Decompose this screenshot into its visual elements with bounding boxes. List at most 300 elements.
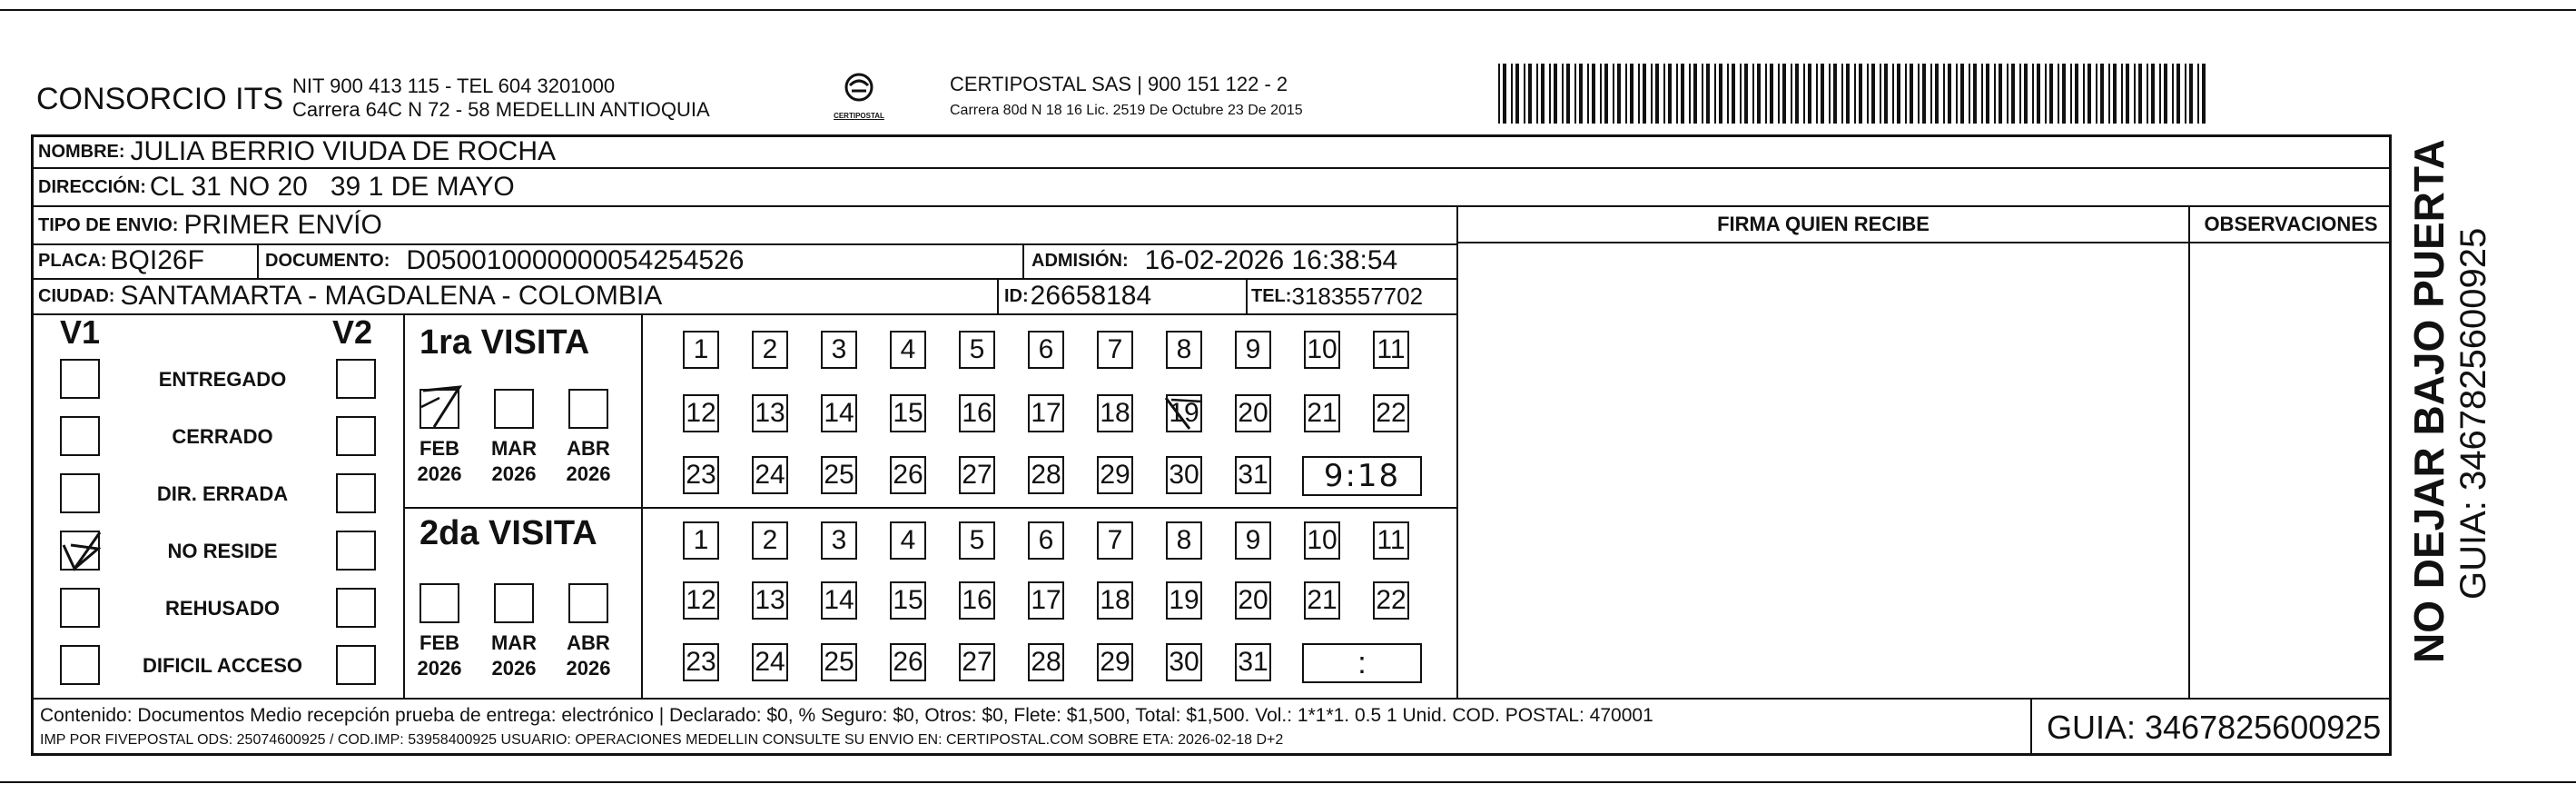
visit1-day-number: 22 [1376, 398, 1406, 428]
visit1-day-23[interactable] [683, 456, 719, 494]
visit1-day-number: 28 [1031, 460, 1061, 490]
barcode-bar [1562, 64, 1564, 124]
visit2-day-28[interactable] [1028, 643, 1064, 681]
v2-checkbox-rehusado[interactable] [336, 588, 376, 628]
barcode-bar [2121, 64, 2123, 124]
barcode-bar [2185, 64, 2186, 124]
barcode-bar [2151, 64, 2155, 124]
v2-checkbox-dir-errada[interactable] [336, 473, 376, 513]
visit2-day-12[interactable] [683, 581, 719, 620]
nombre-value: JULIA BERRIO VIUDA DE ROCHA [130, 136, 556, 166]
visit2-day-10[interactable] [1304, 521, 1340, 560]
visit1-day-number: 21 [1307, 398, 1337, 428]
barcode-bar [2164, 64, 2167, 124]
documento-value: D050010000000054254526 [406, 245, 745, 275]
barcode-bar [1617, 64, 1621, 124]
barcode-bar [1956, 64, 1958, 124]
tel-row [1251, 281, 1423, 312]
barcode-bar [1714, 64, 1716, 124]
status-label-entregado: ENTREGADO [158, 368, 287, 391]
visit2-day-5[interactable] [959, 521, 995, 560]
barcode-bar [1579, 64, 1583, 124]
side-line-1: NO DEJAR BAJO PUERTA [2405, 139, 2453, 663]
visit2-day-number: 3 [831, 525, 847, 555]
barcode-bar [1592, 64, 1595, 124]
visit1-day-number: 31 [1238, 460, 1268, 490]
barcode-bar [1528, 64, 1532, 124]
barcode-bar [1867, 64, 1869, 124]
visit2-day-25[interactable] [821, 643, 857, 681]
guia-footer-divider [2030, 698, 2032, 756]
barcode-bar [2100, 64, 2104, 124]
v2-checkbox-entregado[interactable] [336, 359, 376, 399]
visit2-day-26[interactable] [890, 643, 926, 681]
visit1-day-mark [1162, 392, 1208, 439]
v1-label: V1 [60, 313, 101, 351]
placa-row [38, 245, 204, 276]
id-divider [997, 278, 999, 313]
barcode-bar [2108, 64, 2110, 124]
visit1-day-number: 4 [900, 334, 916, 364]
visit2-time-value: : [1357, 645, 1367, 680]
barcode-bar [1515, 64, 1519, 124]
visit2-day-1[interactable] [683, 521, 719, 560]
visit1-day-number: 7 [1107, 334, 1123, 364]
company-line-1: NIT 900 413 115 - TEL 604 3201000 [292, 74, 616, 97]
visit2-day-19[interactable] [1166, 581, 1202, 620]
visit1-day-22[interactable] [1373, 394, 1409, 432]
footer-imp: IMP POR FIVEPOSTAL ODS: 25074600925 / COD.IMP: 53958400925 USUARIO: OPERACIONES MEDELLIN CONSULTE SU ENVIO EN: CERTIPOSTAL.COM SOBRE ETA: 2026-02-18 D+2 [40, 732, 1284, 748]
certipostal-line-2: Carrera 80d N 18 16 Lic. 2519 De Octubre 23 De 2015 [950, 103, 1303, 118]
visit2-day-number: 25 [824, 647, 854, 677]
visit2-day-21[interactable] [1304, 581, 1340, 620]
visit2-day-number: 7 [1107, 525, 1123, 555]
v1-checkbox-entregado[interactable] [60, 359, 100, 399]
visit1-day-14[interactable] [821, 394, 857, 432]
barcode-bar [1757, 64, 1761, 124]
visit1-day-number: 9 [1245, 334, 1261, 364]
barcode-bar [1689, 64, 1691, 124]
barcode-bar [1536, 64, 1538, 124]
barcode-bar [1740, 64, 1742, 124]
visit1-month-year-feb: 2026 [417, 462, 462, 485]
visit1-day-number: 26 [893, 460, 923, 490]
visit2-day-number: 20 [1238, 585, 1268, 615]
v1-checkbox-cerrado[interactable] [60, 416, 100, 456]
barcode-bar [1981, 64, 1983, 124]
visit1-title: 1ra VISITA [419, 323, 590, 362]
documento-label: DOCUMENTO: [265, 250, 390, 271]
visit2-day-14[interactable] [821, 581, 857, 620]
direccion-label: DIRECCIÓN: [38, 176, 146, 197]
visit2-month-box-abr[interactable] [568, 583, 608, 623]
visit1-day-11[interactable] [1373, 331, 1409, 369]
visit2-day-number: 26 [893, 647, 923, 677]
visit2-month-label-mar: MAR [490, 631, 538, 654]
firma-left-line [1456, 205, 1458, 698]
tipo-envio-value: PRIMER ENVÍO [183, 210, 382, 240]
barcode-bar [1841, 64, 1843, 124]
barcode-bar [1930, 64, 1932, 124]
ciudad-value: SANTAMARTA - MAGDALENA - COLOMBIA [120, 281, 663, 311]
placa-label: PLACA: [38, 250, 107, 271]
visit1-day-number: 15 [893, 398, 923, 428]
visit2-month-box-feb[interactable] [419, 583, 459, 623]
barcode-bar [1969, 64, 1970, 124]
months-days-divider [641, 313, 643, 698]
visit1-day-number: 17 [1031, 398, 1061, 428]
visit1-day-29[interactable] [1097, 456, 1133, 494]
visit1-day-1[interactable] [683, 331, 719, 369]
visit2-day-9[interactable] [1235, 521, 1271, 560]
barcode-bar [1549, 64, 1551, 124]
visit2-day-18[interactable] [1097, 581, 1133, 620]
tel-label: TEL: [1251, 285, 1292, 306]
visit2-day-number: 16 [962, 585, 992, 615]
barcode-bar [1752, 64, 1754, 124]
barcode-bar [2134, 64, 2136, 124]
barcode-bar [2019, 64, 2021, 124]
visit1-day-13[interactable] [752, 394, 788, 432]
barcode-bar [2058, 64, 2059, 124]
visit1-day-number: 1 [693, 334, 709, 364]
barcode-bar [1770, 64, 1773, 124]
footer-guia: GUIA: 3467825600925 [2047, 709, 2382, 746]
direccion-row [38, 172, 515, 203]
barcode-bar [1803, 64, 1805, 124]
visit1-day-number: 12 [686, 398, 716, 428]
barcode-bar [1960, 64, 1964, 124]
visit1-day-25[interactable] [821, 456, 857, 494]
status-label-rehusado: REHUSADO [165, 597, 280, 620]
barcode-bar [2176, 64, 2180, 124]
visit2-day-16[interactable] [959, 581, 995, 620]
visit2-day-number: 12 [686, 585, 716, 615]
admision-row [1031, 245, 1397, 276]
visit1-day-26[interactable] [890, 456, 926, 494]
barcode-bar [1795, 64, 1799, 124]
visit1-day-20[interactable] [1235, 394, 1271, 432]
visit2-day-number: 22 [1376, 585, 1406, 615]
visit2-day-number: 14 [824, 585, 854, 615]
nombre-label: NOMBRE: [38, 141, 125, 162]
visit1-day-27[interactable] [959, 456, 995, 494]
barcode-bar [1880, 64, 1881, 124]
barcode-bar [1668, 64, 1672, 124]
barcode-bar [1999, 64, 2002, 124]
barcode-bar [2024, 64, 2028, 124]
barcode-bar [1973, 64, 1977, 124]
barcode-bar [1892, 64, 1894, 124]
status-label-no-reside: NO RESIDE [167, 540, 278, 562]
visit1-day-number: 13 [755, 398, 785, 428]
visit2-day-29[interactable] [1097, 643, 1133, 681]
visit1-day-2[interactable] [752, 331, 788, 369]
visit2-day-number: 10 [1307, 525, 1337, 555]
visit1-day-number: 8 [1176, 334, 1192, 364]
ciudad-row [38, 281, 662, 312]
visit2-day-20[interactable] [1235, 581, 1271, 620]
barcode-bar [2197, 64, 2199, 124]
visit2-month-year-feb: 2026 [417, 657, 462, 680]
firma-header: FIRMA QUIEN RECIBE [1717, 213, 1930, 235]
visit2-day-23[interactable] [683, 643, 719, 681]
barcode-bar [1918, 64, 1920, 124]
placa-divider [257, 243, 259, 278]
id-label: ID: [1004, 285, 1029, 306]
visit2-day-number: 21 [1307, 585, 1337, 615]
barcode-bar [1910, 64, 1913, 124]
visit2-day-number: 13 [755, 585, 785, 615]
barcode-bar [1897, 64, 1900, 124]
visit1-day-7[interactable] [1097, 331, 1133, 369]
barcode-bar [1604, 64, 1608, 124]
visit1-month-year-abr: 2026 [566, 462, 611, 485]
barcode-bar [1744, 64, 1748, 124]
tel-value: 3183557702 [1291, 282, 1424, 310]
visit1-day-17[interactable] [1028, 394, 1064, 432]
visit2-day-24[interactable] [752, 643, 788, 681]
row-line-4 [31, 278, 1458, 280]
barcode-bar [1833, 64, 1837, 124]
visit1-day-3[interactable] [821, 331, 857, 369]
barcode-bar [2138, 64, 2142, 124]
admision-label: ADMISIÓN: [1031, 250, 1129, 271]
side-line-2: GUIA: 3467825600925 [2453, 227, 2493, 600]
visit1-day-number: 16 [962, 398, 992, 428]
visit2-day-number: 23 [686, 647, 716, 677]
visit2-day-number: 2 [762, 525, 778, 555]
visit1-day-31[interactable] [1235, 456, 1271, 494]
barcode-bar [1643, 64, 1646, 124]
visit2-day-8[interactable] [1166, 521, 1202, 560]
visit1-day-number: 24 [755, 460, 785, 490]
footer-top-line [31, 698, 2392, 700]
visit1-day-15[interactable] [890, 394, 926, 432]
tel-divider [1246, 278, 1248, 313]
visit1-day-number: 20 [1238, 398, 1268, 428]
visit2-day-2[interactable] [752, 521, 788, 560]
visit1-month-label-abr: ABR [567, 437, 610, 460]
visit2-day-7[interactable] [1097, 521, 1133, 560]
visit1-day-16[interactable] [959, 394, 995, 432]
ciudad-label: CIUDAD: [38, 285, 115, 306]
visit1-day-9[interactable] [1235, 331, 1271, 369]
visit2-day-27[interactable] [959, 643, 995, 681]
barcode-bar [1782, 64, 1786, 124]
visit1-month-label-mar: MAR [490, 437, 538, 460]
barcode-bar [1676, 64, 1678, 124]
visit1-day-12[interactable] [683, 394, 719, 432]
visit1-day-5[interactable] [959, 331, 995, 369]
barcode-bar [2045, 64, 2047, 124]
visit1-day-number: 14 [824, 398, 854, 428]
barcode-bar [1630, 64, 1633, 124]
barcode-bar [1651, 64, 1653, 124]
tipo-envio-label: TIPO DE ENVIO: [38, 214, 179, 235]
barcode-bar [2087, 64, 2091, 124]
barcode-bar [1574, 64, 1576, 124]
barcode-bar [2011, 64, 2015, 124]
barcode-bar [1922, 64, 1926, 124]
visit1-day-10[interactable] [1304, 331, 1340, 369]
barcode-bar [1511, 64, 1513, 124]
visit2-day-31[interactable] [1235, 643, 1271, 681]
visit1-day-8[interactable] [1166, 331, 1202, 369]
certipostal-logo-caption: CERTIPOSTAL [834, 112, 884, 120]
v2-checkbox-no-reside[interactable] [336, 531, 376, 571]
visit2-day-number: 4 [900, 525, 916, 555]
visit2-month-label-abr: ABR [567, 631, 610, 654]
visit2-day-number: 11 [1377, 525, 1406, 555]
visit2-month-year-abr: 2026 [566, 657, 611, 680]
barcode-bar [2037, 64, 2040, 124]
visit1-day-number: 23 [686, 460, 716, 490]
barcode-bar [1986, 64, 1989, 124]
v2-checkbox-dificil-acceso[interactable] [336, 645, 376, 685]
barcode-bar [1994, 64, 1996, 124]
visit-divider-line [403, 507, 1458, 509]
barcode-bar [1566, 64, 1570, 124]
barcode-bar [1541, 64, 1545, 124]
barcode-graphic [1498, 64, 2216, 124]
barcode-bar [1905, 64, 1907, 124]
v1-checkbox-dificil-acceso[interactable] [60, 645, 100, 685]
visit1-day-24[interactable] [752, 456, 788, 494]
visit1-month-label-feb: FEB [419, 437, 459, 460]
barcode-bar [1808, 64, 1811, 124]
visit1-month-box-abr[interactable] [568, 389, 608, 429]
tipo-envio-row [38, 210, 382, 241]
admision-value: 16-02-2026 16:38:54 [1144, 245, 1398, 275]
visit1-day-30[interactable] [1166, 456, 1202, 494]
barcode-bar [1778, 64, 1780, 124]
barcode-bar [1706, 64, 1710, 124]
visit2-month-box-mar[interactable] [494, 583, 534, 623]
v1-checkbox-dir-errada[interactable] [60, 473, 100, 513]
visit2-month-year-mar: 2026 [491, 657, 537, 680]
barcode-bar [1702, 64, 1703, 124]
observaciones-left-line [2188, 205, 2190, 698]
visit1-day-number: 5 [969, 334, 985, 364]
nombre-row [38, 136, 556, 167]
admision-divider [1022, 243, 1024, 278]
row-line-1 [31, 167, 2392, 169]
v1-checkbox-rehusado[interactable] [60, 588, 100, 628]
barcode-bar [1859, 64, 1862, 124]
id-value: 26658184 [1030, 281, 1152, 311]
barcode-bar [1846, 64, 1850, 124]
barcode-bar [1943, 64, 1945, 124]
barcode-bar [1948, 64, 1951, 124]
visit1-day-18[interactable] [1097, 394, 1133, 432]
v-section-divider [403, 313, 405, 698]
v2-checkbox-cerrado[interactable] [336, 416, 376, 456]
visit2-day-17[interactable] [1028, 581, 1064, 620]
row-line-2 [31, 205, 2392, 207]
barcode-bar [1727, 64, 1729, 124]
barcode-bar [1732, 64, 1735, 124]
firma-header-line [1456, 242, 2392, 243]
barcode-bar [1821, 64, 1824, 124]
barcode-bar [2032, 64, 2034, 124]
visit2-day-15[interactable] [890, 581, 926, 620]
visit1-day-4[interactable] [890, 331, 926, 369]
visit2-day-number: 18 [1100, 585, 1130, 615]
certipostal-line-1: CERTIPOSTAL SAS | 900 151 122 - 2 [950, 73, 1288, 95]
visit1-day-28[interactable] [1028, 456, 1064, 494]
visit2-day-number: 30 [1169, 647, 1199, 677]
barcode-bar [1655, 64, 1659, 124]
visit1-month-box-mar[interactable] [494, 389, 534, 429]
footer-contenido: Contenido: Documentos Medio recepción prueba de entrega: electrónico | Declarado: $0, % Seguro: $0, Otros: $0, Flete: $1,500, Total: $1,500. Vol.: 1*1*1. 0.5 1 Unid. COD. POSTAL: 470001 [40, 705, 1653, 726]
visit1-day-6[interactable] [1028, 331, 1064, 369]
barcode-bar [1498, 64, 1500, 124]
visit1-day-21[interactable] [1304, 394, 1340, 432]
id-row [1004, 281, 1151, 312]
barcode-bar [2147, 64, 2148, 124]
barcode-bar [1613, 64, 1614, 124]
visit2-day-11[interactable] [1373, 521, 1409, 560]
v2-label: V2 [332, 313, 373, 351]
visit2-day-4[interactable] [890, 521, 926, 560]
visit2-day-22[interactable] [1373, 581, 1409, 620]
visit2-day-30[interactable] [1166, 643, 1202, 681]
visit1-day-number: 11 [1377, 334, 1406, 364]
barcode-bar [1884, 64, 1888, 124]
visit1-time-value: 9:18 [1323, 458, 1401, 494]
documento-row [265, 245, 744, 276]
visit1-time-box[interactable] [1302, 456, 1422, 496]
visit1-day-number: 27 [962, 460, 992, 490]
status-label-dir-errada: DIR. ERRADA [156, 482, 289, 505]
barcode-bar [2075, 64, 2078, 124]
direccion-value: CL 31 NO 20 39 1 DE MAYO [149, 172, 515, 202]
barcode-bar [1554, 64, 1557, 124]
status-label-dificil-acceso: DIFICIL ACCESO [142, 654, 302, 677]
visit1-day-number: 30 [1169, 460, 1199, 490]
barcode-bar [2172, 64, 2174, 124]
barcode-bar [2007, 64, 2008, 124]
barcode-bar [2202, 64, 2206, 124]
visit1-day-number: 6 [1038, 334, 1054, 364]
barcode-bar [1829, 64, 1831, 124]
barcode-bar [1791, 64, 1792, 124]
visit2-day-number: 24 [755, 647, 785, 677]
visit2-time-box[interactable] [1302, 643, 1422, 683]
visit2-day-number: 1 [693, 525, 709, 555]
visit2-day-number: 28 [1031, 647, 1061, 677]
barcode-bar [2113, 64, 2117, 124]
visit1-day-number: 18 [1100, 398, 1130, 428]
visit2-day-6[interactable] [1028, 521, 1064, 560]
barcode-bar [1719, 64, 1722, 124]
row-line-5 [31, 313, 1458, 315]
certipostal-logo-icon [832, 71, 886, 107]
bottom-edge-line [0, 781, 2576, 783]
barcode-bar [1600, 64, 1602, 124]
placa-value: BQI26F [110, 245, 204, 275]
barcode-bar [1854, 64, 1856, 124]
visit2-day-3[interactable] [821, 521, 857, 560]
barcode-bar [1524, 64, 1525, 124]
visit2-day-number: 8 [1176, 525, 1192, 555]
barcode-bar [1935, 64, 1939, 124]
visit2-day-13[interactable] [752, 581, 788, 620]
visit1-day-number: 10 [1307, 334, 1337, 364]
barcode-bar [1625, 64, 1627, 124]
top-edge-line [0, 9, 2576, 11]
